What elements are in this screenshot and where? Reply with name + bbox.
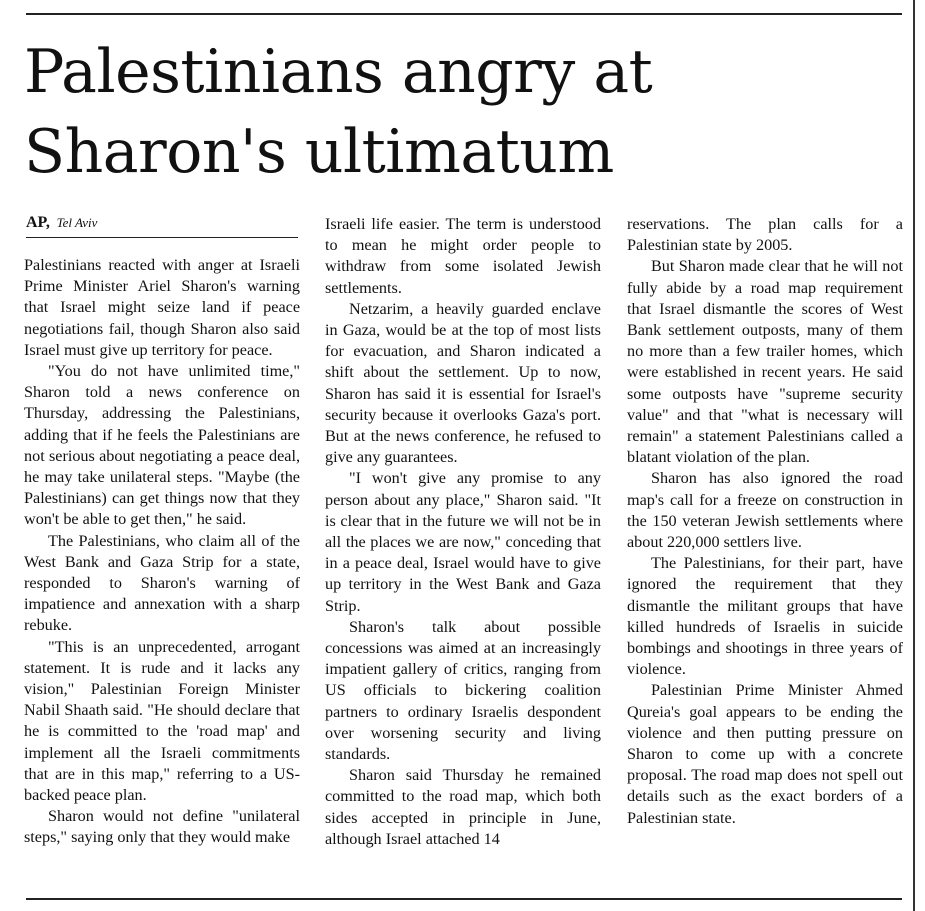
paragraph: The Palestinians, who claim all of the West Bank and Gaza Strip for a state, responded to Sharon's warning of impatience and annexation with a sharp rebuke.	[24, 531, 300, 635]
paragraph: Sharon's talk about possible concessions was aimed at an increasingly impatient gallery of critics, ranging from US officials to bickering coalition partners to ordinary Israelis despondent over worsening security and living standards.	[325, 617, 601, 764]
top-rule	[26, 13, 902, 15]
paragraph: Netzarim, a heavily guarded enclave in Gaza, would be at the top of most lists for evacuation, and Sharon indicated a shift about the settlement. Up to now, Sharon has said it is essential for Israel's security because it overlooks Gaza's port. But at the news conference, he refused to give any guarantees.	[325, 299, 601, 467]
byline-agency: AP,	[26, 214, 50, 231]
right-column-rule	[913, 0, 915, 911]
paragraph: Sharon would not define "unilateral steps," saying only that they would make	[24, 807, 300, 847]
article-column-1	[24, 255, 300, 849]
paragraph: "This is an unprecedented, arrogant statement. It is rude and it lacks any vision," Palestinian Foreign Minister Nabil Shaath said. "He should declare that he is committed to the 'road map' and implement all the Israeli commitments that are in this map," referring to a US-backed peace plan.	[24, 637, 300, 805]
paragraph: "I won't give any promise to any person about any place," Sharon said. "It is clear that in the future we will not be in all the places we are now," conceding that in a peace deal, Israel would have to give up territory in the West Bank and Gaza Strip.	[325, 469, 601, 615]
paragraph: Sharon has also ignored the road map's call for a freeze on construction in the 150 veteran Jewish settlements where about 220,000 settlers live.	[627, 469, 903, 552]
headline-line-1: Palestinians angry at	[24, 37, 653, 107]
paragraph: "You do not have unlimited time," Sharon told a news conference on Thursday, addressing the Palestinians, adding that if he feels the Palestinians are not serious about negotiating a peace deal, he may take unilateral steps. "Maybe (the Palestinians) can get things now that they won't be able to get then," he said.	[24, 362, 300, 529]
headline	[24, 32, 894, 192]
paragraph: But Sharon made clear that he will not fully abide by a road map requirement that Israel dismantle the scores of West Bank settlement outposts, many of them no more than a few trailer homes, which were established in recent years. He said some outposts have "supreme security value" and that "what is necessary will remain" a statement Palestinians called a blatant violation of the plan.	[627, 257, 903, 467]
paragraph: Sharon said Thursday he remained committed to the road map, which both sides accepted in principle in June, although Israel attached 14	[325, 766, 601, 848]
bottom-rule	[26, 898, 902, 900]
byline-dateline: Tel Aviv	[56, 215, 98, 230]
paragraph: The Palestinians, for their part, have ignored the requirement that they dismantle the militant groups that have killed hundreds of Israelis in suicide bombings and shootings in three years of violence.	[627, 554, 903, 679]
paragraph: reservations. The plan calls for a Palestinian state by 2005.	[627, 215, 903, 255]
article-column-2	[325, 214, 601, 850]
article-column-3	[627, 214, 903, 829]
paragraph: Palestinians reacted with anger at Israeli Prime Minister Ariel Sharon's warning that Israel might seize land if peace negotiations fail, though Sharon also said Israel must give up territory for peace.	[24, 256, 300, 359]
headline-line-2: Sharon's ultimatum	[24, 117, 614, 187]
byline	[26, 214, 298, 238]
paragraph: Israeli life easier. The term is understood to mean he might order people to withdraw from some isolated Jewish settlements.	[325, 215, 601, 297]
paragraph: Palestinian Prime Minister Ahmed Qureia's goal appears to be ending the violence and then putting pressure on Sharon to come up with a concrete proposal. The road map does not spell out details such as the exact borders of a Palestinian state.	[627, 681, 903, 827]
